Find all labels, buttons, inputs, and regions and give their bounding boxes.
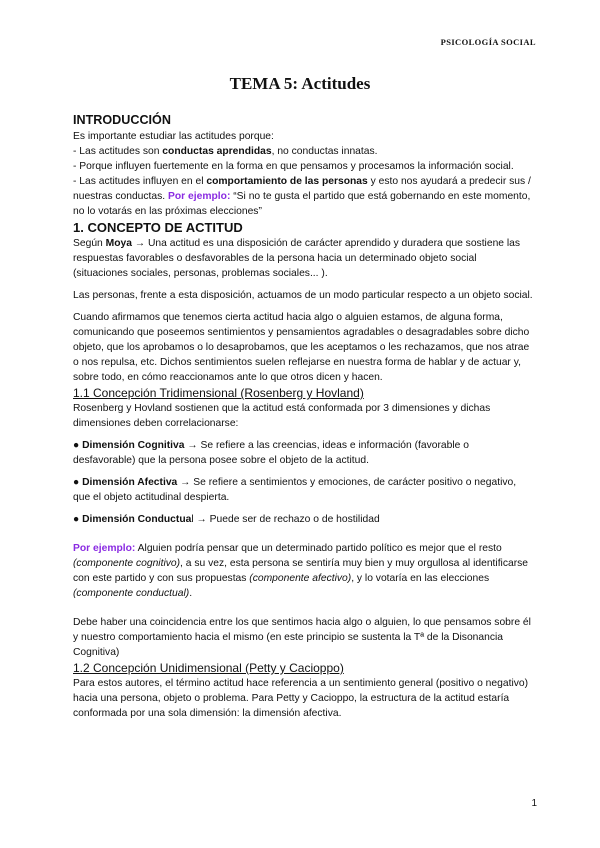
example-italic-conductual: (componente conductual) xyxy=(73,588,190,599)
example-label: Por ejemplo: xyxy=(168,191,231,202)
intro-line-4-quote: “Si no te gusta el partido que está gobernando en este momento, no lo votarás en las próximas elecciones” xyxy=(73,191,531,217)
bullet-term: Dimensión Conductua xyxy=(82,514,192,525)
section-1-2-heading: 1.2 Concepción Unidimensional (Petty y Cacioppo) xyxy=(73,661,344,675)
example-italic-cognitivo: (componente cognitivo) xyxy=(73,558,181,569)
example-italic-afectivo: (componente afectivo) xyxy=(249,573,352,584)
intro-line-1: Es importante estudiar las actitudes porque: xyxy=(73,131,274,142)
intro-line-2 xyxy=(73,144,533,159)
example-text: , a su vez, esta persona se sentiría muy bien y muy orgullosa al identificarse con este partido y con sus propuestas xyxy=(73,558,529,584)
intro-line-4-bold: comportamiento de las personas xyxy=(206,176,368,187)
bullet-icon: ● xyxy=(73,477,83,488)
section-1-2-para-1: Para estos autores, el término actitud hace referencia a un sentimiento general (positivo o negativo) hacia una persona, objeto o problema. Para Petty y Cacioppo, la estructura de la actitud estaría conformada por una sola dimensión: la dimensión afectiva. xyxy=(73,678,529,719)
page-title: TEMA 5: Actitudes xyxy=(229,74,371,93)
bullet-term: Dimensión Afectiva xyxy=(82,477,178,488)
section-1-1-para-2: Debe haber una coincidencia entre los que sentimos hacia algo o alguien, lo que pensamos sobre él y nuestro comportamiento hacia el mismo (en este principio se sustenta la Tª de la Disonancia Cognitiva) xyxy=(73,617,531,658)
running-header: PSICOLOGÍA SOCIAL xyxy=(440,37,536,47)
intro-heading: INTRODUCCIÓN xyxy=(73,113,171,127)
section-1-1-heading: 1.1 Concepción Tridimensional (Rosenberg y Hovland) xyxy=(73,386,364,400)
section-1-1-example xyxy=(73,541,533,601)
bullet-icon: ● xyxy=(73,514,83,525)
para-text-end: → Una actitud es una disposición de carácter aprendido y duradera que sostiene las respuestas favorables o desfavorables de la persona hacia un determinado objeto social (situaciones sociales, personas, problemas sociales... ). xyxy=(73,238,521,279)
example-text: Alguien podría pensar que un determinado partido político es mejor que el resto xyxy=(135,543,502,554)
author-name: Moya xyxy=(105,238,132,249)
section-1-1-para-1: Rosenberg y Hovland sostienen que la actitud está conformada por 3 dimensiones y dichas dimensiones deben correlacionarse: xyxy=(73,403,491,429)
section-1-para-2: Las personas, frente a esta disposición, actuamos de un modo particular respecto a un objeto social. xyxy=(73,290,533,301)
bullet-icon: ● xyxy=(73,440,83,451)
intro-line-4-text: - Las actitudes influyen en el xyxy=(73,176,207,187)
intro-line-2-end: , no conductas innatas. xyxy=(271,146,378,157)
bullet-cognitiva xyxy=(73,438,533,468)
section-1-heading: 1. CONCEPTO DE ACTITUD xyxy=(73,220,243,235)
bullet-text: → Se refiere a las creencias, ideas e información (favorable o desfavorable) que la persona posee sobre el objeto de la actitud. xyxy=(73,440,469,466)
intro-line-3: - Porque influyen fuertemente en la forma en que pensamos y procesamos la información social. xyxy=(73,161,514,172)
section-1-para-3: Cuando afirmamos que tenemos cierta actitud hacia algo o alguien estamos, de alguna forma, comunicando que poseemos sentimientos y pensamientos agradables o desagradables sobre dicho objeto, que los aprobamos o lo desaprobamos, que les aceptamos o les rechazamos, que nos atrae o nos repulsa, etc. Dichos sentimientos suelen reflejarse en nuestra forma de hablar y de actuar y, sobre todo, en cómo reaccionamos ante lo que otros dicen y hacen. xyxy=(73,312,530,383)
example-text: . xyxy=(189,588,193,599)
intro-line-2-bold: conductas aprendidas xyxy=(162,146,272,157)
intro-line-2-text: - Las actitudes son xyxy=(73,146,163,157)
example-label: Por ejemplo: xyxy=(73,543,136,554)
example-text: , y lo votaría en las elecciones xyxy=(351,573,490,584)
page-number: 1 xyxy=(531,798,537,809)
section-1-para-1 xyxy=(73,236,533,281)
bullet-conductual xyxy=(73,512,533,527)
bullet-afectiva xyxy=(73,475,533,505)
bullet-term: Dimensión Cognitiva xyxy=(82,440,185,451)
bullet-text: l → Puede ser de rechazo o de hostilidad xyxy=(191,514,380,525)
intro-line-4 xyxy=(73,174,533,219)
document-body xyxy=(73,112,533,721)
bullet-text: → Se refiere a sentimientos y emociones, de carácter positivo o negativo, que el objeto actitudinal despierta. xyxy=(73,477,517,503)
intro-line-4-mid: y esto nos ayudará a predecir sus / nuestras conductas. xyxy=(73,176,531,202)
para-text: Según xyxy=(73,238,106,249)
